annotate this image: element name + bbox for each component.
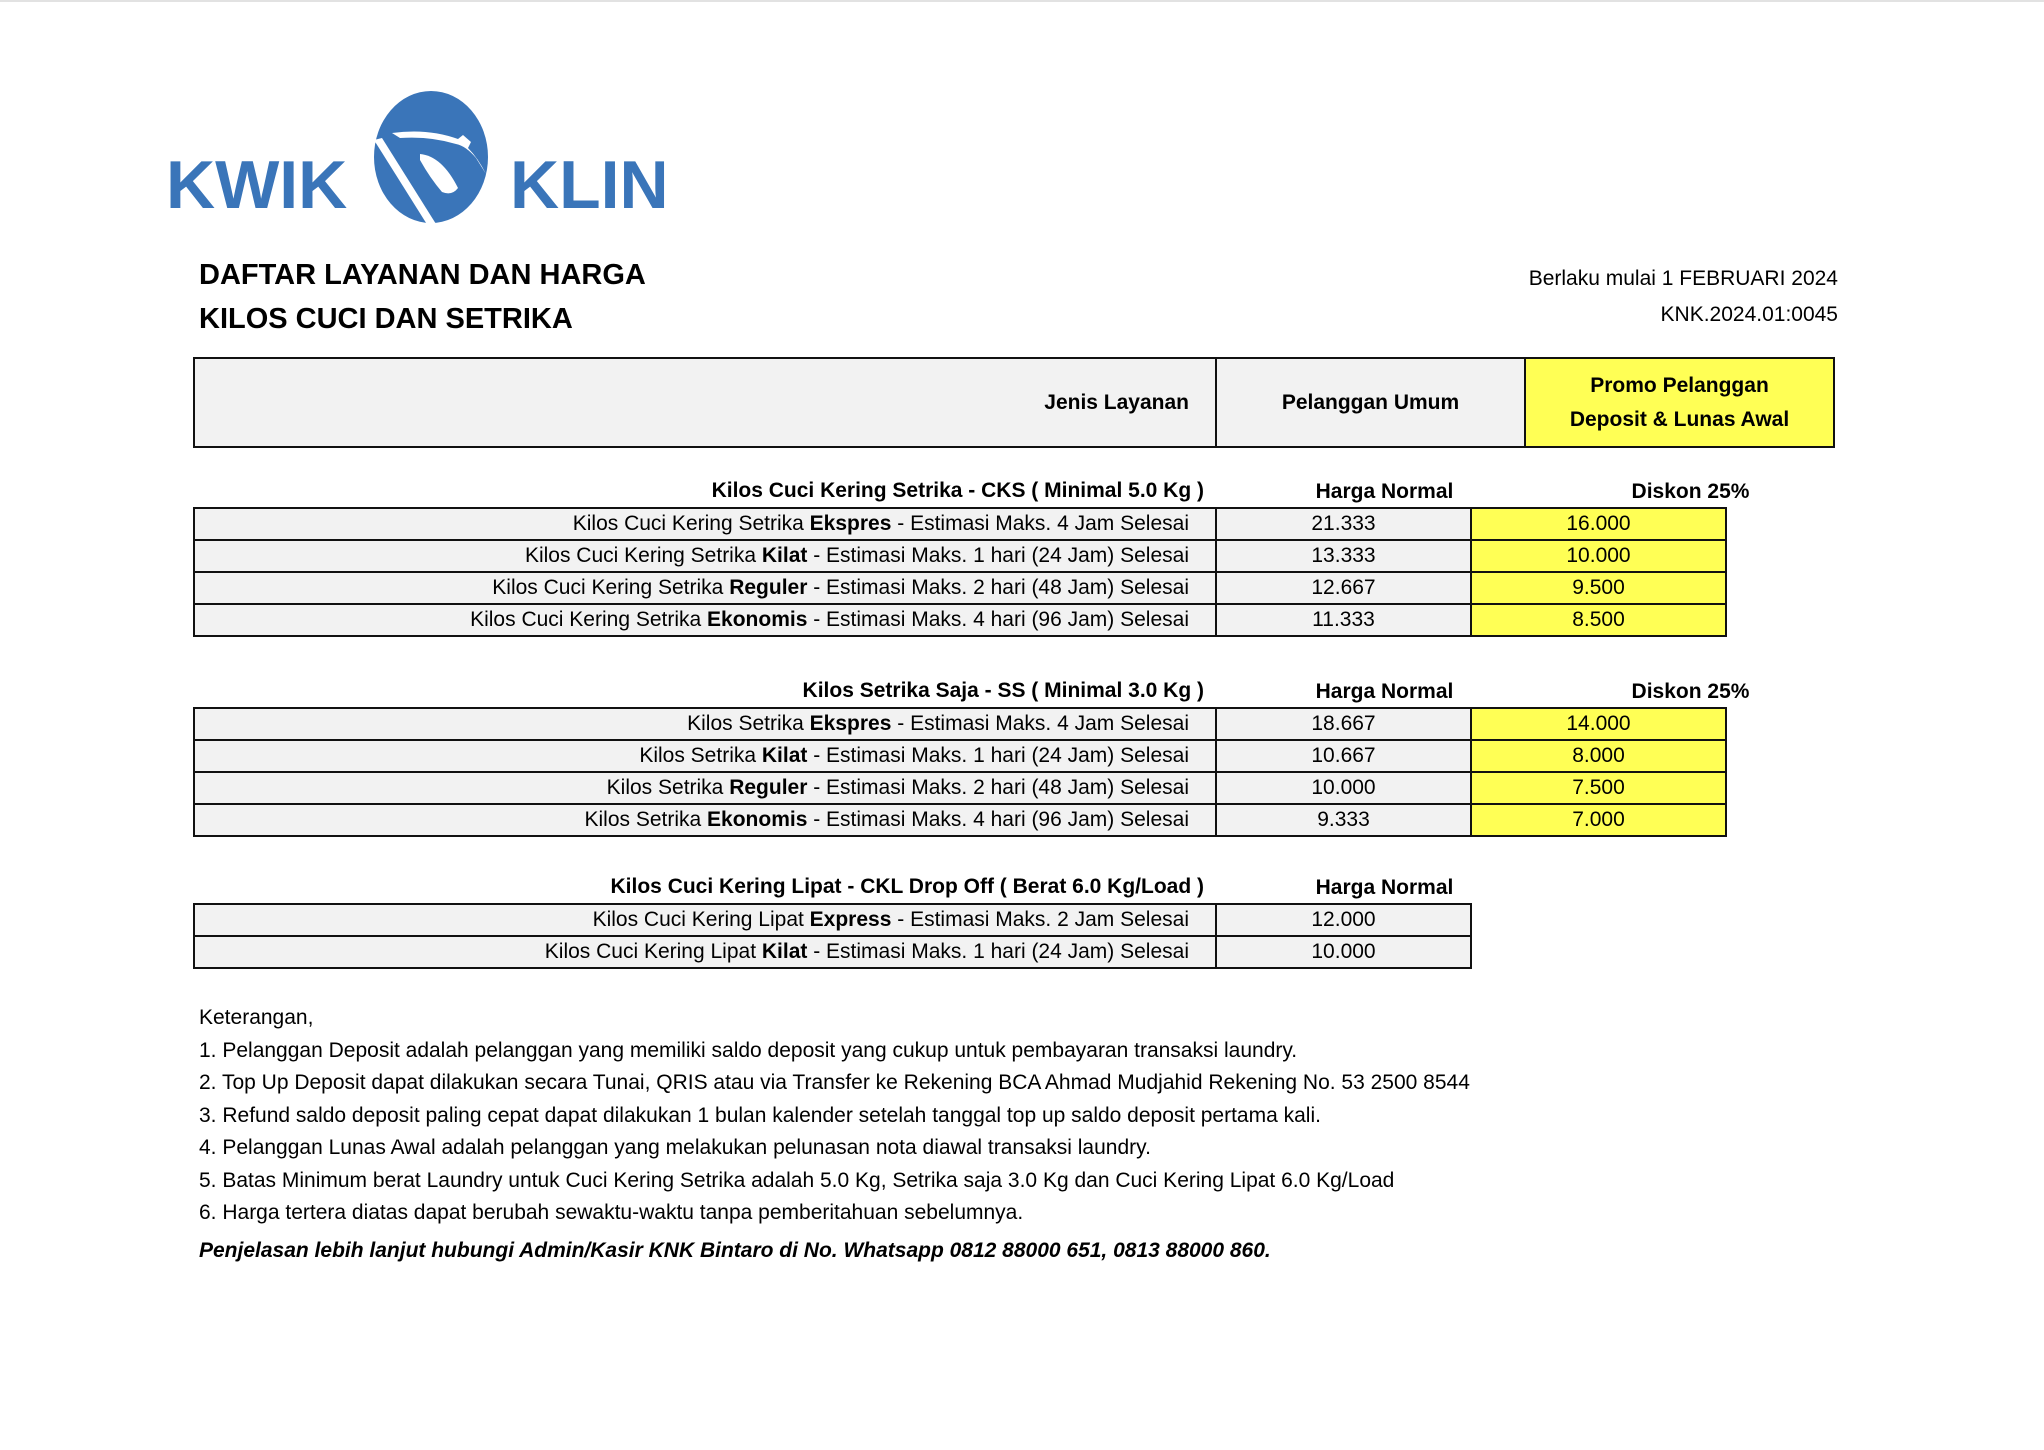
contact-info: Penjelasan lebih lanjut hubungi Admin/Kasir KNK Bintaro di No. Whatsapp 0812 88000 651, 0813 88000 860. — [199, 1239, 1271, 1262]
section-title-text: Kilos Cuci Kering Lipat - CKL Drop Off ( Berat 6.0 Kg/Load ) — [610, 875, 1204, 898]
logo-text-klin: KLIN — [510, 147, 669, 223]
promo-header-line2: Deposit & Lunas Awal — [1569, 407, 1790, 431]
price-rows — [194, 508, 1726, 636]
table-row — [194, 740, 1726, 772]
column-header-service: Jenis Layanan — [194, 358, 1216, 447]
service-prefix: Kilos Cuci Kering Setrika — [470, 608, 708, 631]
promo-price-cell: 10.000 — [1471, 540, 1726, 572]
normal-price-cell: 10.000 — [1216, 772, 1471, 804]
normal-price-cell: 10.000 — [1216, 936, 1471, 968]
promo-price-cell: 7.500 — [1471, 772, 1726, 804]
price-rows — [194, 708, 1726, 836]
normal-price-cell: 11.333 — [1216, 604, 1471, 636]
note-item: 1. Pelanggan Deposit adalah pelanggan yang memiliki saldo deposit yang cukup untuk pembayaran transaksi laundry. — [199, 1038, 1298, 1062]
service-tier: Express — [809, 908, 892, 931]
service-name-cell — [194, 540, 1216, 572]
note-item: 2. Top Up Deposit dapat dilakukan secara Tunai, QRIS atau via Transfer ke Rekening BCA Ahmad Mudjahid Rekening No. 53 2500 8544 — [199, 1071, 1470, 1094]
service-prefix: Kilos Cuci Kering Setrika — [492, 576, 730, 599]
service-estimate: - Estimasi Maks. 1 hari (24 Jam) Selesai — [807, 544, 1189, 567]
promo-header-line1: Promo Pelanggan — [1590, 373, 1769, 397]
table-row — [194, 708, 1726, 740]
note-item: 3. Refund saldo deposit paling cepat dapat dilakukan 1 bulan kalender setelah tanggal top up saldo deposit pertama kali. — [199, 1103, 1321, 1127]
document-number: KNK.2024.01:0045 — [1660, 303, 1838, 326]
service-tier: Kilat — [761, 744, 808, 767]
promo-price-cell: 8.000 — [1471, 740, 1726, 772]
section-title-ss — [193, 676, 1204, 706]
table-row — [194, 804, 1726, 836]
table-row — [194, 508, 1726, 540]
service-prefix: Kilos Setrika — [639, 744, 762, 767]
note-item: 5. Batas Minimum berat Laundry untuk Cuci Kering Setrika adalah 5.0 Kg, Setrika saja 3.0 Kg dan Cuci Kering Lipat 6.0 Kg/Load — [199, 1168, 1395, 1192]
service-name-cell — [194, 936, 1216, 968]
service-name-cell — [194, 604, 1216, 636]
normal-price-cell: 10.667 — [1216, 740, 1471, 772]
price-table-ss — [193, 707, 1727, 837]
service-tier: Ekonomis — [707, 608, 808, 631]
normal-price-cell: 12.000 — [1216, 904, 1471, 936]
column-header-promo — [1525, 358, 1834, 447]
section-title-text: Kilos Cuci Kering Setrika - CKS ( Minimal 5.0 Kg ) — [711, 479, 1204, 502]
note-item: 6. Harga tertera diatas dapat berubah sewaktu-waktu tanpa pemberitahuan sebelumnya. — [199, 1201, 1024, 1224]
promo-price-cell: 8.500 — [1471, 604, 1726, 636]
price-table-header — [193, 357, 1835, 448]
service-prefix: Kilos Setrika — [687, 712, 810, 735]
service-name-cell — [194, 904, 1216, 936]
section-title-ckl — [193, 872, 1204, 902]
normal-price-cell: 9.333 — [1216, 804, 1471, 836]
service-tier: Reguler — [729, 776, 808, 799]
column-label-normal: Harga Normal — [1315, 680, 1454, 703]
column-header-general: Pelanggan Umum — [1216, 358, 1525, 447]
promo-price-cell: 7.000 — [1471, 804, 1726, 836]
service-estimate: - Estimasi Maks. 4 Jam Selesai — [891, 512, 1189, 535]
column-label-normal: Harga Normal — [1315, 876, 1454, 899]
service-name-cell — [194, 572, 1216, 604]
service-name-cell — [194, 740, 1216, 772]
iron-icon — [370, 88, 492, 226]
page-subtitle: KILOS CUCI DAN SETRIKA — [199, 303, 573, 335]
table-row — [194, 572, 1726, 604]
column-label-discount: Diskon 25% — [1631, 480, 1750, 503]
service-tier: Ekspres — [809, 712, 892, 735]
service-estimate: - Estimasi Maks. 1 hari (24 Jam) Selesai — [807, 744, 1189, 767]
service-name-cell — [194, 708, 1216, 740]
section-title-text: Kilos Setrika Saja - SS ( Minimal 3.0 Kg ) — [802, 679, 1204, 702]
service-estimate: - Estimasi Maks. 1 hari (24 Jam) Selesai — [807, 940, 1189, 963]
service-prefix: Kilos Setrika — [584, 808, 708, 831]
service-prefix: Kilos Cuci Kering Lipat — [544, 940, 762, 963]
price-rows — [194, 904, 1471, 968]
service-estimate: - Estimasi Maks. 2 hari (48 Jam) Selesai — [807, 776, 1189, 799]
notes-section — [199, 1002, 1470, 1230]
note-item: 4. Pelanggan Lunas Awal adalah pelanggan yang melakukan pelunasan nota diawal transaksi laundry. — [199, 1136, 1151, 1159]
service-name-cell — [194, 772, 1216, 804]
service-estimate: - Estimasi Maks. 4 Jam Selesai — [891, 712, 1189, 735]
service-tier: Kilat — [761, 940, 808, 963]
normal-price-cell: 21.333 — [1216, 508, 1471, 540]
kwik-klin-logo — [160, 86, 700, 226]
service-estimate: - Estimasi Maks. 2 hari (48 Jam) Selesai — [807, 576, 1189, 599]
price-table-ckl — [193, 903, 1472, 969]
table-row — [194, 904, 1471, 936]
service-prefix: Kilos Setrika — [606, 776, 730, 799]
service-estimate: - Estimasi Maks. 4 hari (96 Jam) Selesai — [807, 608, 1189, 631]
logo-text-kwik: KWIK — [166, 147, 348, 223]
service-tier: Ekspres — [809, 512, 892, 535]
service-estimate: - Estimasi Maks. 4 hari (96 Jam) Selesai — [807, 808, 1189, 831]
table-row — [194, 772, 1726, 804]
service-name-cell — [194, 508, 1216, 540]
service-prefix: Kilos Cuci Kering Lipat — [592, 908, 810, 931]
column-label-normal: Harga Normal — [1315, 480, 1454, 503]
page-title: DAFTAR LAYANAN DAN HARGA — [199, 259, 646, 291]
normal-price-cell: 13.333 — [1216, 540, 1471, 572]
page-top-edge — [0, 0, 2044, 2]
price-table-cks — [193, 507, 1727, 637]
service-tier: Kilat — [761, 544, 808, 567]
service-tier: Reguler — [729, 576, 808, 599]
promo-price-cell: 14.000 — [1471, 708, 1726, 740]
table-row — [194, 936, 1471, 968]
service-estimate: - Estimasi Maks. 2 Jam Selesai — [891, 908, 1189, 931]
promo-price-cell: 16.000 — [1471, 508, 1726, 540]
table-row — [194, 540, 1726, 572]
service-tier: Ekonomis — [707, 808, 808, 831]
column-label-discount: Diskon 25% — [1631, 680, 1750, 703]
normal-price-cell: 12.667 — [1216, 572, 1471, 604]
effective-date: Berlaku mulai 1 FEBRUARI 2024 — [1528, 267, 1838, 290]
section-title-cks — [193, 476, 1204, 506]
notes-heading: Keterangan, — [199, 1006, 314, 1029]
service-prefix: Kilos Cuci Kering Setrika — [524, 544, 762, 567]
promo-price-cell: 9.500 — [1471, 572, 1726, 604]
normal-price-cell: 18.667 — [1216, 708, 1471, 740]
service-name-cell — [194, 804, 1216, 836]
service-prefix: Kilos Cuci Kering Setrika — [572, 512, 810, 535]
table-row — [194, 604, 1726, 636]
